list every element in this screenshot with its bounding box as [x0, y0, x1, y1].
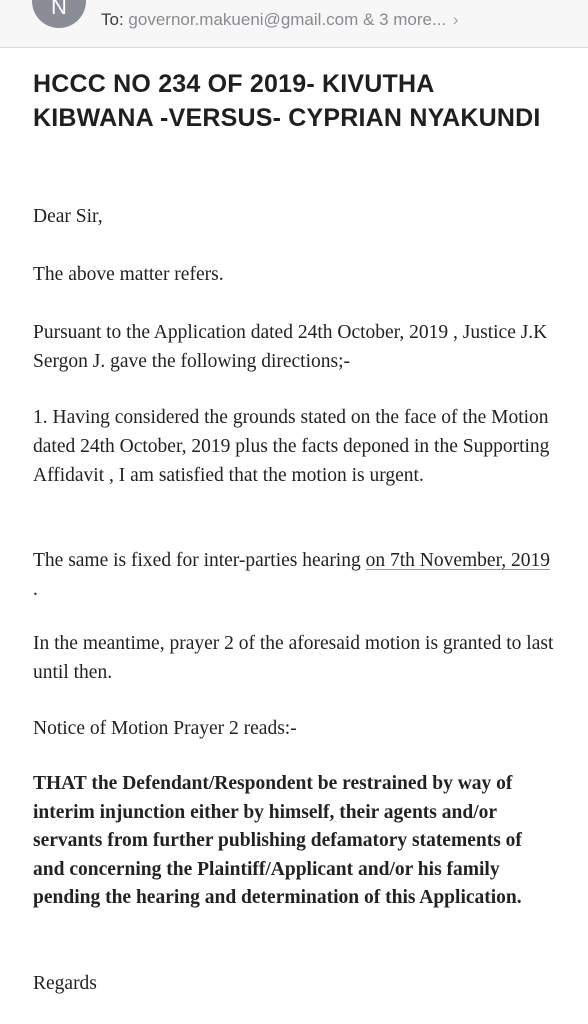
avatar[interactable]: N	[32, 0, 86, 28]
recipients-line[interactable]	[101, 10, 459, 30]
to-label: To:	[101, 10, 124, 29]
body-paragraph-1: The above matter refers.	[33, 264, 224, 285]
email-subject: HCCC NO 234 OF 2019- KIVUTHA KIBWANA -VERSUS- CYPRIAN NYAKUNDI	[33, 70, 541, 132]
body-paragraph-3: 1. Having considered the grounds stated on the face of the Motion dated 24th October, 2019 plus the facts deponed in the Supporting Affidavit , I am satisfied that the motion is urgent.	[33, 407, 550, 486]
recipient-header[interactable]	[0, 0, 588, 48]
prayer-text: THAT the Defendant/Respondent be restrained by way of interim injunction either by himself, their agents and/or servants from further publishing defamatory statements of and concerning the Plaintiff/Applicant and/or his family pending the hearing and determination of this Application.	[33, 773, 522, 908]
hearing-text: The same is fixed for inter-parties hearing	[33, 550, 366, 571]
closing: Regards	[33, 973, 97, 994]
recipients-list[interactable]: governor.makueni@gmail.com & 3 more...	[128, 10, 447, 29]
body-paragraph-5: In the meantime, prayer 2 of the aforesaid motion is granted to last until then.	[33, 633, 554, 683]
hearing-text-end: .	[33, 579, 38, 600]
body-paragraph-2: Pursuant to the Application dated 24th October, 2019 , Justice J.K Sergon J. gave the following directions;-	[33, 322, 548, 372]
hearing-date-link[interactable]: on 7th November, 2019	[365, 550, 551, 571]
body-paragraph-6: Notice of Motion Prayer 2 reads:-	[33, 718, 297, 739]
greeting: Dear Sir,	[33, 206, 103, 227]
chevron-right-icon[interactable]: ›	[452, 10, 459, 29]
body-paragraph-4	[33, 546, 558, 604]
